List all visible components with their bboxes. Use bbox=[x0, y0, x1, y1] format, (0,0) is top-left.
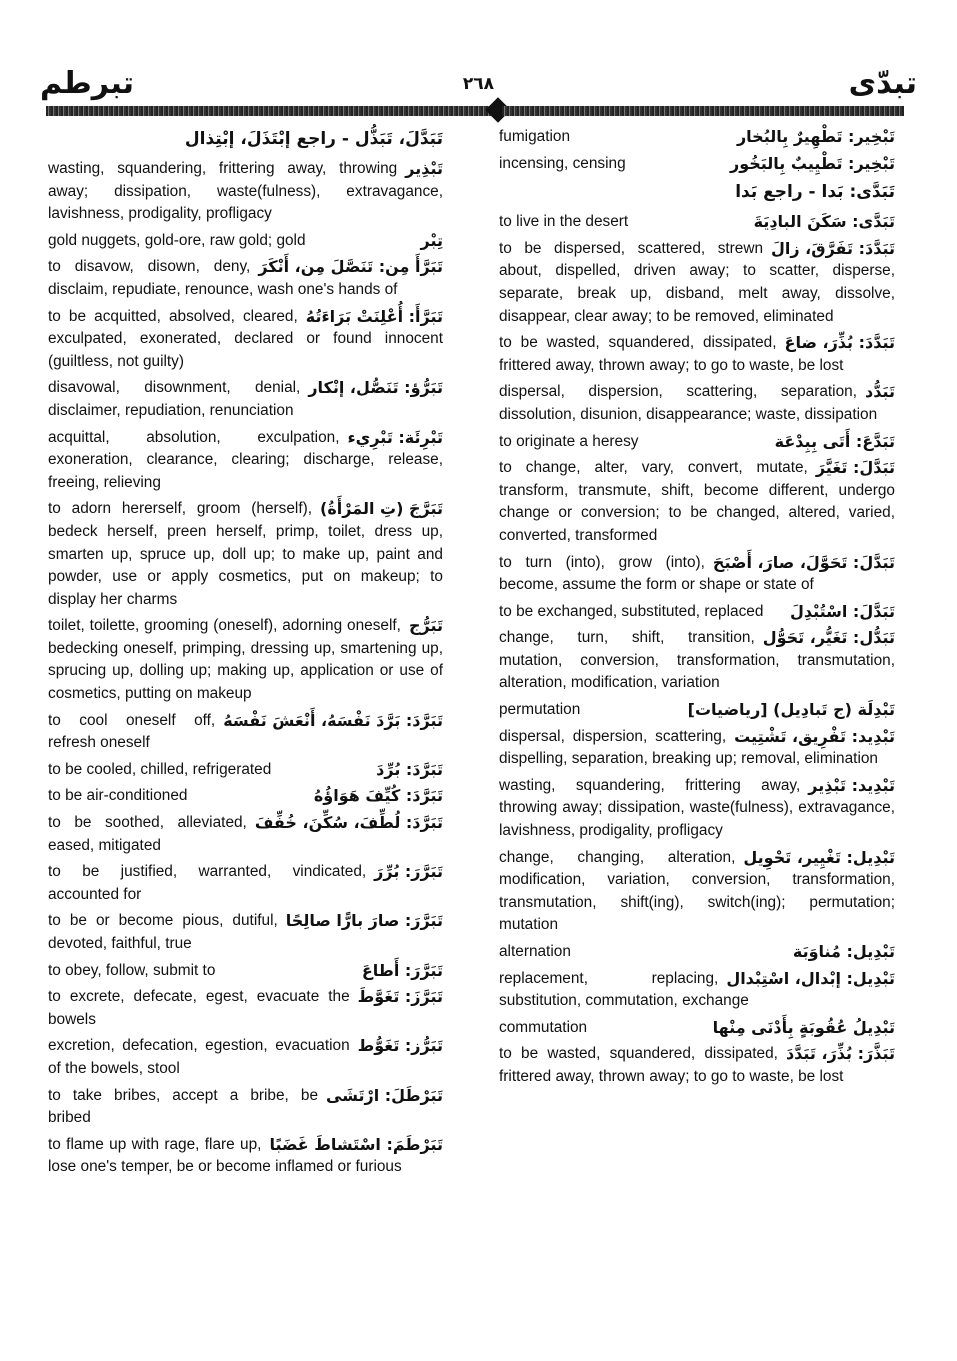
arabic-headword: تَبَرَّرَ: بُرِّرَ bbox=[374, 862, 443, 882]
dictionary-entry bbox=[48, 498, 443, 611]
arabic-headword: تَبَذَّرَ: بُذِّرَ، تَبَدَّدَ bbox=[785, 1044, 895, 1064]
arabic-headword: تَبْرِئَة: تَبْرِيء bbox=[347, 427, 443, 447]
arabic-headword: تَبَرَّرَ: صارَ بارًّا صالِحًا bbox=[285, 911, 443, 931]
left-column bbox=[48, 126, 443, 1183]
arabic-headword: تَبْدِيل: تَغْيِير، تَحْوِيل bbox=[743, 847, 895, 867]
dictionary-entry bbox=[48, 710, 443, 755]
arabic-headword: تَبَدَّدَ: تَفَرَّقَ، زالَ bbox=[771, 238, 895, 258]
english-definition: to obey, follow, submit to bbox=[48, 961, 216, 979]
dictionary-entry bbox=[499, 381, 895, 426]
english-definition: to be or become pious, dutiful, devoted, faithful, true bbox=[48, 912, 278, 952]
header-rule-left bbox=[46, 106, 493, 116]
english-definition: to be cooled, chilled, refrigerated bbox=[48, 760, 272, 778]
arabic-headword: تَبَدَّدَ: بُذِّرَ، ضاعَ bbox=[784, 333, 895, 353]
dictionary-entry bbox=[499, 627, 895, 695]
arabic-headword: تَبَرْطَمَ: اسْتَشاطَ غَضَبًا bbox=[269, 1134, 443, 1154]
dictionary-entry bbox=[48, 230, 443, 253]
running-head-left: تبرطم bbox=[40, 66, 134, 101]
dictionary-entry bbox=[48, 615, 443, 705]
arabic-headword: تَبَدُّد bbox=[865, 382, 895, 402]
english-definition: wasting, squandering, frittering away, throwing away; dissipation, waste(fulness), extravagance, lavishness, prodigality, profligacy bbox=[499, 776, 895, 840]
dictionary-entry bbox=[48, 759, 443, 782]
arabic-headword: تَبَرَّدَ: لُطِّفَ، سُكِّنَ، خُفِّفَ bbox=[254, 813, 443, 833]
arabic-headword: تَبْدِيد: تَبْذِير bbox=[808, 775, 895, 795]
dictionary-entry bbox=[48, 910, 443, 955]
english-definition: toilet, toilette, grooming (oneself), adorning oneself, bedecking oneself, primping, dressing up, smartening up, sprucing up, dolling up; making up, application or use of cosmetics, putting on makeup bbox=[48, 617, 443, 703]
english-definition: wasting, squandering, frittering away, throwing away; dissipation, waste(fulness), extravagance, lavishness, prodigality, profligacy bbox=[48, 160, 443, 223]
dictionary-entry bbox=[48, 377, 443, 422]
dictionary-entry bbox=[499, 847, 895, 937]
dictionary-entry bbox=[499, 601, 895, 624]
arabic-headword: تَبْخِير: تَطْيِيبٌ بِالبَخُور bbox=[729, 153, 895, 173]
arabic-headword: تَبَرَّدَ: كُيِّفَ هَوَاؤُهُ bbox=[313, 786, 443, 806]
english-definition: alternation bbox=[499, 943, 571, 960]
dictionary-entry bbox=[499, 1043, 895, 1088]
english-definition: commutation bbox=[499, 1018, 588, 1036]
english-definition: to originate a heresy bbox=[499, 432, 639, 450]
arabic-headword: تَبَرُّز: تَغَوُّط bbox=[357, 1036, 443, 1056]
arabic-headword: تَبْدِيد: تَفْرِيق، تَشْتِيت bbox=[734, 726, 895, 746]
dictionary-entry bbox=[499, 457, 895, 547]
english-definition: to be air-conditioned bbox=[48, 787, 188, 805]
arabic-headword: تَبْذِير bbox=[405, 159, 443, 178]
english-definition: to cool oneself off, refresh oneself bbox=[48, 711, 216, 752]
english-definition: to excrete, defecate, egest, evacuate the bowels bbox=[48, 988, 350, 1028]
arabic-headword: تَبَدَّعَ: أَتَى بِبِدْعَة bbox=[774, 431, 895, 451]
arabic-headword: تَبْدِيلُ عُقُوبَةٍ بِأَدْنَى مِنْها bbox=[712, 1017, 895, 1037]
dictionary-entry bbox=[48, 812, 443, 857]
cross-reference-entry bbox=[499, 179, 895, 205]
right-column bbox=[499, 126, 895, 1093]
arabic-headword: تَبَرَّزَ: تَغَوَّطَ bbox=[357, 987, 443, 1007]
arabic-headword: تَبَرَّرَ: أَطاعَ bbox=[361, 960, 443, 980]
english-definition: change, changing, alteration, modification, variation, conversion, transformation, transmutation, shift(ing), switch(ing); permutation; mutation bbox=[499, 848, 895, 934]
dictionary-entry bbox=[499, 332, 895, 377]
arabic-headword: تَبْدِيل: مُناوَبَة bbox=[792, 942, 895, 961]
running-head-right: تبدّى bbox=[848, 66, 917, 101]
english-definition: to be soothed, alleviated, eased, mitigated bbox=[48, 814, 247, 854]
dictionary-entry bbox=[48, 960, 443, 983]
dictionary-entry bbox=[499, 431, 895, 454]
english-definition: to live in the desert bbox=[499, 213, 629, 231]
dictionary-entry bbox=[48, 1035, 443, 1080]
english-definition: incensing, censing bbox=[499, 154, 626, 172]
english-definition: to adorn hererself, groom (herself), bedeck herself, preen herself, primp, toilet, dress up, smarten up, spruce up, doll up; to make up, paint and powder, use or apply cosmetics, put on makeup; to display her charms bbox=[48, 500, 443, 608]
dictionary-entry bbox=[48, 306, 443, 374]
dictionary-entry bbox=[48, 986, 443, 1031]
dictionary-entry bbox=[48, 256, 443, 301]
dictionary-entry bbox=[48, 785, 443, 808]
arabic-headword: تَبَرَّأَ: أُعْلِنَتْ بَرَاءَتُهُ bbox=[305, 306, 443, 326]
dictionary-entry bbox=[499, 726, 895, 771]
english-definition: to turn (into), grow (into), become, assume the form or shape or state of bbox=[499, 553, 814, 594]
arabic-headword: تَبَدَّى: سَكَنَ البادِيَةَ bbox=[753, 212, 895, 232]
arabic-headword: تِبْر bbox=[420, 230, 443, 250]
english-definition: to take bribes, accept a bribe, be bribed bbox=[48, 1086, 319, 1127]
arabic-headword: تَبَرُّج bbox=[408, 616, 443, 636]
english-definition: to flame up with rage, flare up, lose one's temper, be or become inflamed or furious bbox=[48, 1135, 402, 1176]
dictionary-entry bbox=[48, 1085, 443, 1130]
english-definition: to be justified, warranted, vindicated, accounted for bbox=[48, 863, 367, 903]
english-definition: disavowal, disownment, denial, disclaimer, repudiation, renunciation bbox=[48, 379, 301, 419]
dictionary-entry bbox=[499, 1017, 895, 1040]
header-rule-right bbox=[502, 106, 904, 116]
dictionary-entry bbox=[48, 158, 443, 226]
english-definition: dispersal, dispersion, scattering, dispelling, separation, breaking up; removal, elimination bbox=[499, 727, 878, 768]
dictionary-entry bbox=[499, 126, 895, 149]
english-definition: dispersal, dispersion, scattering, separation, dissolution, disunion, disappearance; waste, dissipation bbox=[499, 383, 878, 423]
arabic-headword: تَبْخِير: تَطْهِيرٌ بِالبُخار bbox=[736, 127, 895, 146]
arabic-headword: تَبَدَّلَ: تَحَوَّلَ، صارَ، أَصْبَحَ bbox=[712, 552, 895, 572]
english-definition: acquittal, absolution, exculpation, exoneration, clearance, clearing; discharge, release, freeing, relieving bbox=[48, 428, 443, 491]
english-definition: gold nuggets, gold-ore, raw gold; gold bbox=[48, 231, 306, 249]
cross-reference-entry bbox=[48, 126, 443, 152]
english-definition: excretion, defecation, egestion, evacuation of the bowels, stool bbox=[48, 1037, 350, 1077]
dictionary-entry bbox=[499, 968, 895, 1013]
arabic-headword: تَبَرْطَلَ: ارْتَشَى bbox=[326, 1085, 443, 1105]
dictionary-entry bbox=[499, 238, 895, 328]
english-definition: fumigation bbox=[499, 128, 571, 145]
arabic-headword: تَبَدَّى: بَدا - راجع بَدا bbox=[735, 182, 895, 203]
dictionary-entry bbox=[48, 861, 443, 906]
dictionary-entry bbox=[499, 699, 895, 722]
arabic-headword: تَبْدِلَة (ج تَبادِيل) [رياضيات] bbox=[687, 700, 895, 720]
arabic-headword: تَبَرَّدَ: بُرِّدَ bbox=[376, 759, 443, 779]
dictionary-entry bbox=[499, 552, 895, 597]
arabic-headword: تَبَرُّؤ: تَنَصُّل، إنْكار bbox=[308, 378, 443, 398]
dictionary-entry bbox=[499, 941, 895, 964]
english-definition: permutation bbox=[499, 701, 581, 719]
page-number: ٢٦٨ bbox=[462, 74, 495, 94]
dictionary-entry bbox=[499, 153, 895, 176]
arabic-headword: تَبَرَّجَ (تِ المَرْأَةُ) bbox=[320, 499, 443, 519]
english-definition: to be wasted, squandered, dissipated, frittered away, thrown away; to go to waste, be lost bbox=[499, 334, 844, 374]
english-definition: replacement, replacing, substitution, commutation, exchange bbox=[499, 969, 749, 1010]
english-definition: to be acquitted, absolved, cleared, exculpated, exonerated, declared or found innocent (guiltless, not guilty) bbox=[48, 307, 443, 370]
dictionary-entry bbox=[499, 775, 895, 843]
arabic-headword: تَبَدُّل: تَغَيُّر، تَحَوُّل bbox=[762, 628, 895, 648]
english-definition: to be dispersed, scattered, strewn about, dispelled, driven away; to scatter, disperse, separate, break up, disband, melt away, dissolve, disappear, clear away; to be removed, eliminated bbox=[499, 239, 895, 325]
arabic-headword: تَبْدِيل: إبْدال، اسْتِبْدال bbox=[726, 968, 895, 988]
english-definition: change, turn, shift, transition, mutation, conversion, transformation, transmutation, alteration, modification, variation bbox=[499, 629, 895, 692]
arabic-headword: تَبَرَّأَ مِن: تَنَصَّلَ مِن، أَنْكَرَ bbox=[258, 257, 443, 277]
english-definition: to change, alter, vary, convert, mutate, transform, transmute, shift, become different, undergo change or conversion; to be changed, altered, varied, converted, transformed bbox=[499, 459, 895, 544]
arabic-headword: تَبَدَّلَ، تَبَذُّل - راجع إبْتَذَلَ، إبْتِذال bbox=[184, 129, 443, 149]
dictionary-entry bbox=[48, 1134, 443, 1179]
english-definition: to disavow, disown, deny, disclaim, repudiate, renounce, wash one's hands of bbox=[48, 258, 398, 298]
arabic-headword: تَبَدَّلَ: اسْتُبْدِلَ bbox=[789, 601, 895, 621]
arabic-headword: تَبَرَّدَ: بَرَّدَ نَفْسَهُ، أَنْعَشَ نَفْسَهُ bbox=[223, 710, 443, 730]
english-definition: to be wasted, squandered, dissipated, frittered away, thrown away; to go to waste, be lost bbox=[499, 1045, 844, 1085]
dictionary-entry bbox=[499, 211, 895, 234]
dictionary-entry bbox=[48, 427, 443, 495]
arabic-headword: تَبَدَّلَ: تَغَيَّرَ bbox=[815, 458, 895, 478]
english-definition: to be exchanged, substituted, replaced bbox=[499, 602, 764, 620]
